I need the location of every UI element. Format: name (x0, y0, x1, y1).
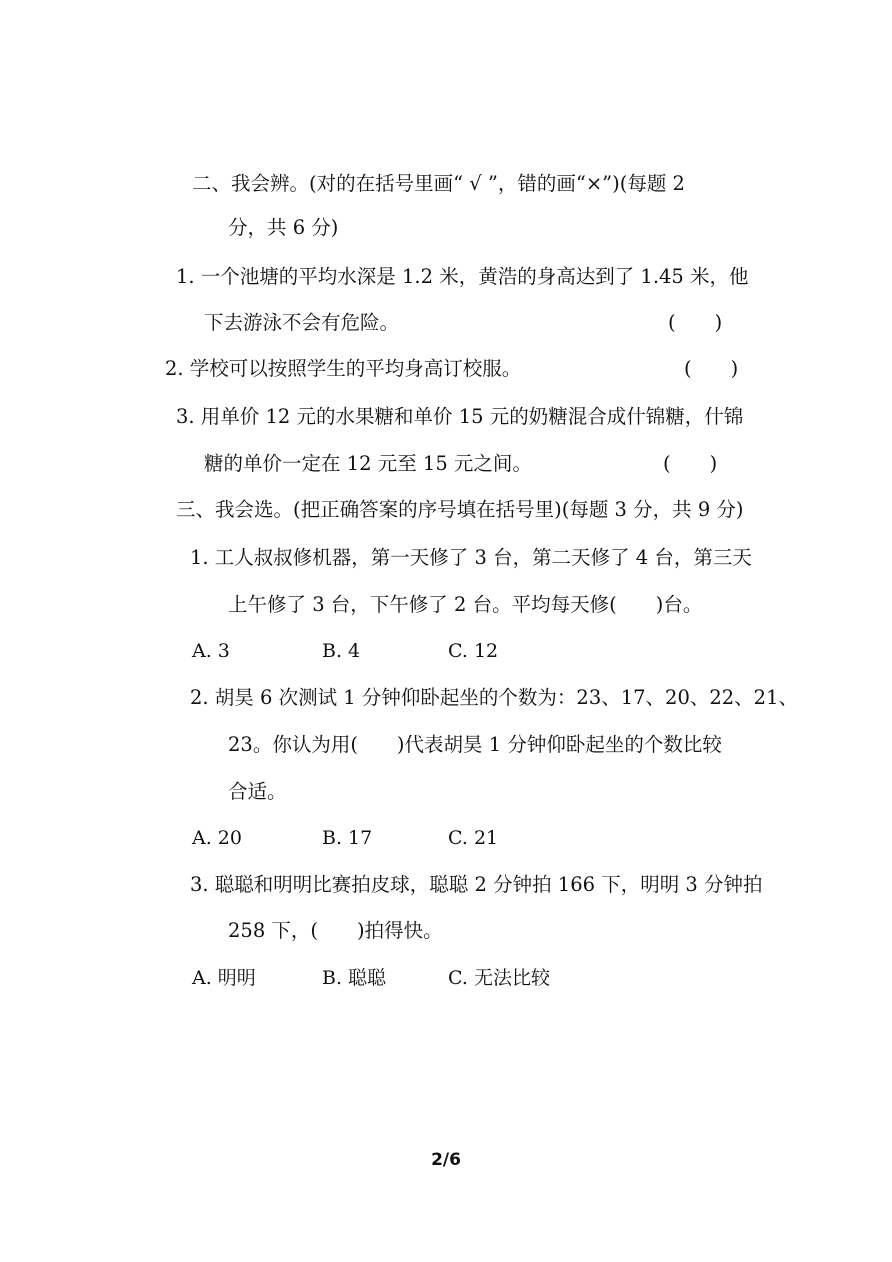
section2-heading-line2: 分，共 6 分) (228, 216, 339, 239)
s3-q1-option-b[interactable]: B. 4 (322, 640, 361, 662)
s3-q2-option-a[interactable]: A. 20 (192, 827, 242, 849)
s2-q1-line2: 下去游泳不会有危险。 (204, 311, 400, 334)
s2-q1-answer-paren[interactable]: ( ) (668, 311, 723, 334)
s3-q1-line2: 上午修了 3 台，下午修了 2 台。平均每天修( )台。 (228, 593, 703, 616)
s2-q3-line1: 3. 用单价 12 元的水果糖和单价 15 元的奶糖混合成什锦糖，什锦 (176, 405, 744, 428)
s3-q2-line3: 合适。 (228, 780, 287, 803)
s3-q3-line1: 3. 聪聪和明明比赛拍皮球，聪聪 2 分钟拍 166 下，明明 3 分钟拍 (190, 873, 763, 896)
page-number: 2/6 (431, 1150, 461, 1170)
s3-q3-option-b[interactable]: B. 聪聪 (322, 967, 387, 989)
section3-heading: 三、我会选。(把正确答案的序号填在括号里)(每题 3 分，共 9 分) (176, 498, 744, 521)
s3-q1-line1: 1. 工人叔叔修机器，第一天修了 3 台，第二天修了 4 台，第三天 (190, 546, 752, 569)
s3-q1-option-a[interactable]: A. 3 (192, 640, 230, 662)
s3-q1-option-c[interactable]: C. 12 (448, 640, 499, 662)
s3-q3-option-a[interactable]: A. 明明 (192, 967, 256, 989)
s3-q3-option-c[interactable]: C. 无法比较 (448, 967, 550, 989)
s2-q2-answer-paren[interactable]: ( ) (684, 357, 739, 380)
s3-q2-option-c[interactable]: C. 21 (448, 827, 499, 849)
s3-q3-line2: 258 下，( )拍得快。 (228, 919, 443, 942)
s2-q3-answer-paren[interactable]: ( ) (663, 452, 718, 475)
section2-heading-line1: 二、我会辨。(对的在括号里画“ √ ”，错的画“×”)(每题 2 (192, 172, 685, 195)
s2-q2-line1: 2. 学校可以按照学生的平均身高订校服。 (165, 357, 522, 380)
s3-q2-line1: 2. 胡昊 6 次测试 1 分钟仰卧起坐的个数为：23、17、20、22、21、 (190, 686, 798, 709)
s2-q1-line1: 1. 一个池塘的平均水深是 1.2 米，黄浩的身高达到了 1.45 米，他 (176, 265, 749, 288)
s3-q2-line2: 23。你认为用( )代表胡昊 1 分钟仰卧起坐的个数比较 (228, 733, 722, 756)
s3-q2-option-b[interactable]: B. 17 (322, 827, 373, 849)
s2-q3-line2: 糖的单价一定在 12 元至 15 元之间。 (204, 452, 532, 475)
